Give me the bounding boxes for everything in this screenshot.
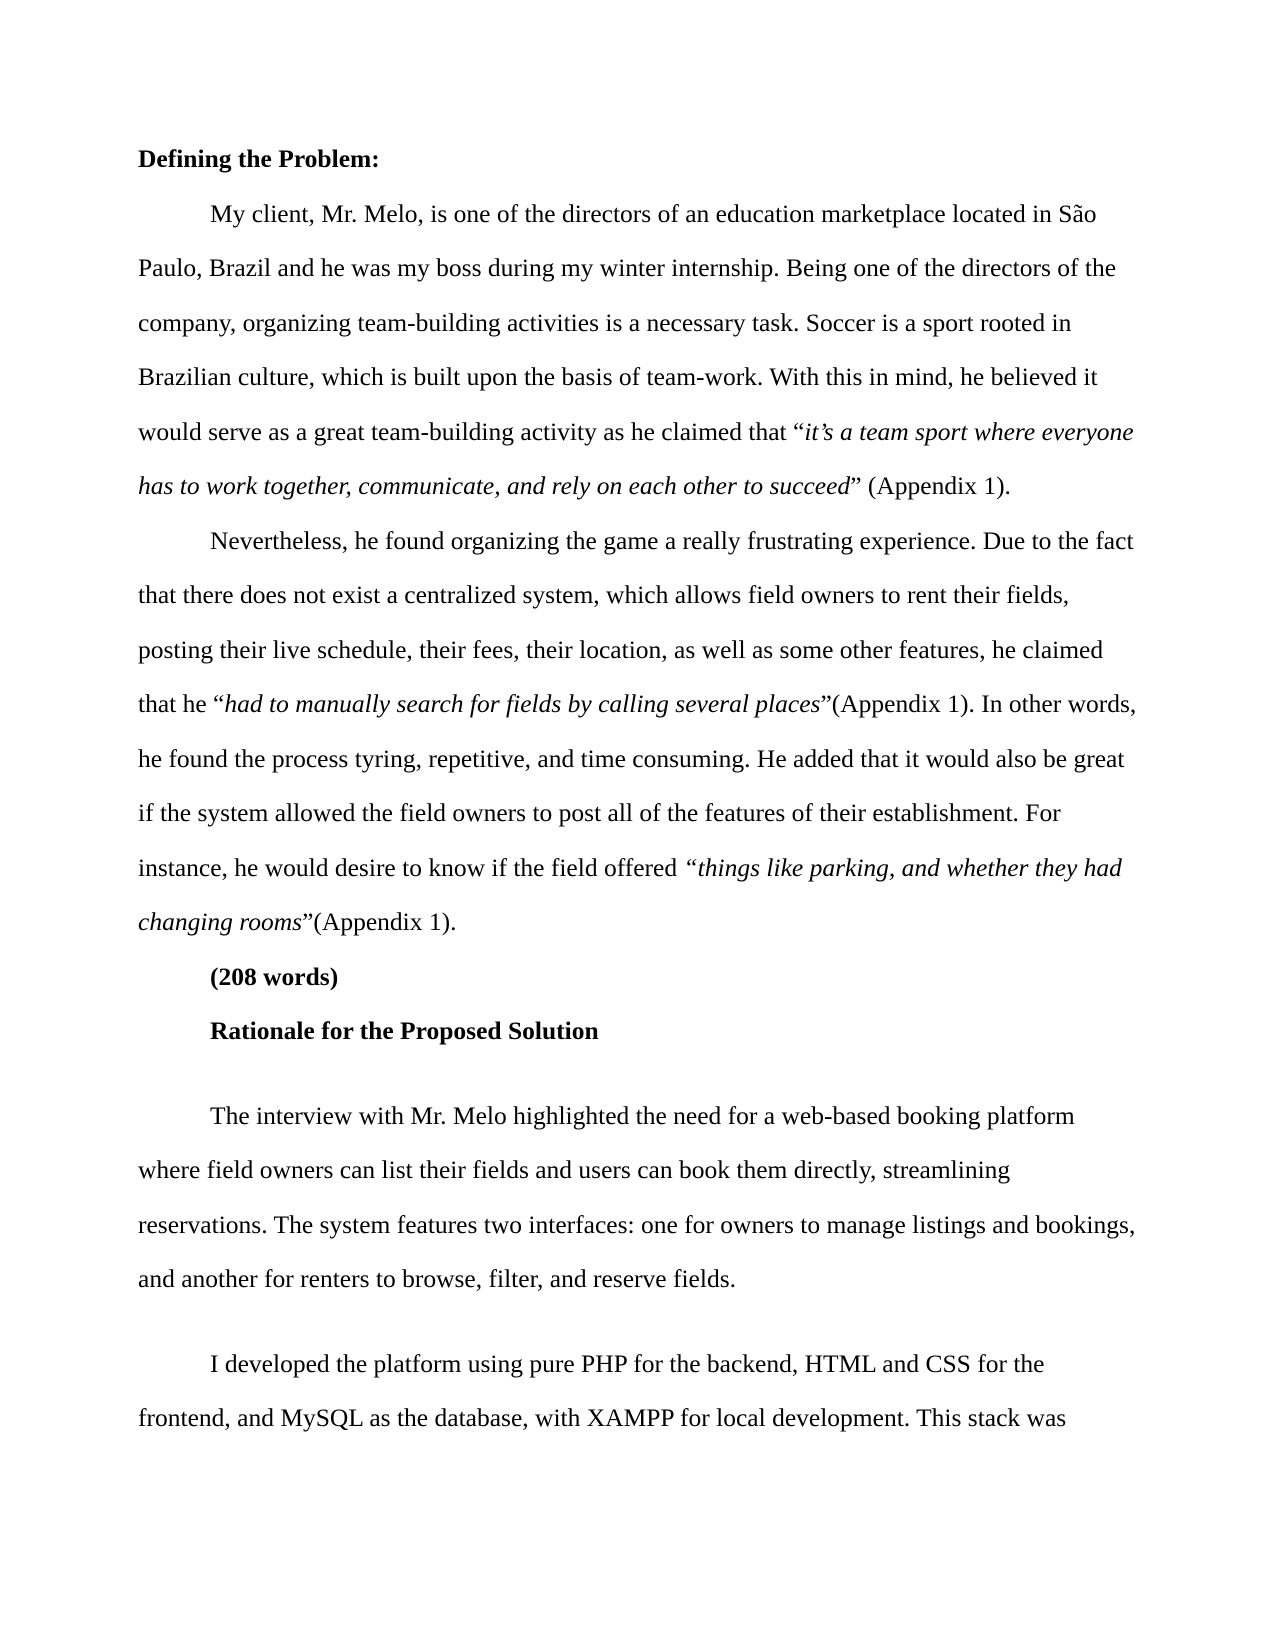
run-text: ”(Appendix 1). In other words, he found the process tyring, repetitive, and time consuming. He added that it would also be great if the system allowed the field owners to post all of the features of their establishment. For instance, he would desire to know if the field offered (138, 689, 1137, 882)
paragraph-interview-rationale (138, 1089, 1137, 1307)
subsection-heading: Rationale for the Proposed Solution (210, 1016, 599, 1045)
run-quote-italic: had to manually search for fields by calling several places (224, 689, 821, 718)
paragraph-defining-problem (138, 187, 1137, 514)
run-quote-italic: it’s a team sport where everyone has to work together, communicate, and rely on each other to succeed (138, 416, 1134, 500)
run-text: The interview with Mr. Melo highlighted the need for a web-based booking platform where field owners can list their fields and users can book them directly, streamlining reservations. The system features two interfaces: one for owners to manage listings and bookings, and another for renters to browse, filter, and reserve fields. (138, 1100, 1136, 1293)
run-quote-italic: “things like parking, and whether they had changing rooms (138, 852, 1122, 936)
paragraph-tech-stack (138, 1337, 1137, 1446)
run-text: My client, Mr. Melo, is one of the directors of an education marketplace located in São Paulo, Brazil and he was my boss during my winter internship. Being one of the directors of the company, organizing team-building activities is a necessary task. Soccer is a sport rooted in Brazilian culture, which is built upon the basis of team-work. With this in mind, he believed it would serve as a great team-building activity as he claimed that “ (138, 198, 1117, 446)
run-text: Nevertheless, he found organizing the game a really frustrating experience. Due to the fact that there does not exist a centralized system, which allows field owners to rent their fields, posting their live schedule, their fees, their location, as well as some other features, he claimed that he “ (138, 525, 1134, 718)
paragraph-spacer (138, 1059, 1137, 1089)
run-text: ” (Appendix 1). (850, 471, 1011, 500)
section-heading: Defining the Problem: (138, 144, 380, 173)
word-count-note: (208 words) (210, 961, 339, 991)
paragraph-frustrating-experience (138, 514, 1137, 950)
paragraph-spacer (138, 1307, 1137, 1337)
run-text: ”(Appendix 1). (302, 907, 457, 936)
run-text: I developed the platform using pure PHP for the backend, HTML and CSS for the frontend, and MySQL as the database, with XAMPP for local development. This stack was (138, 1348, 1067, 1432)
document-body (138, 132, 1137, 1446)
